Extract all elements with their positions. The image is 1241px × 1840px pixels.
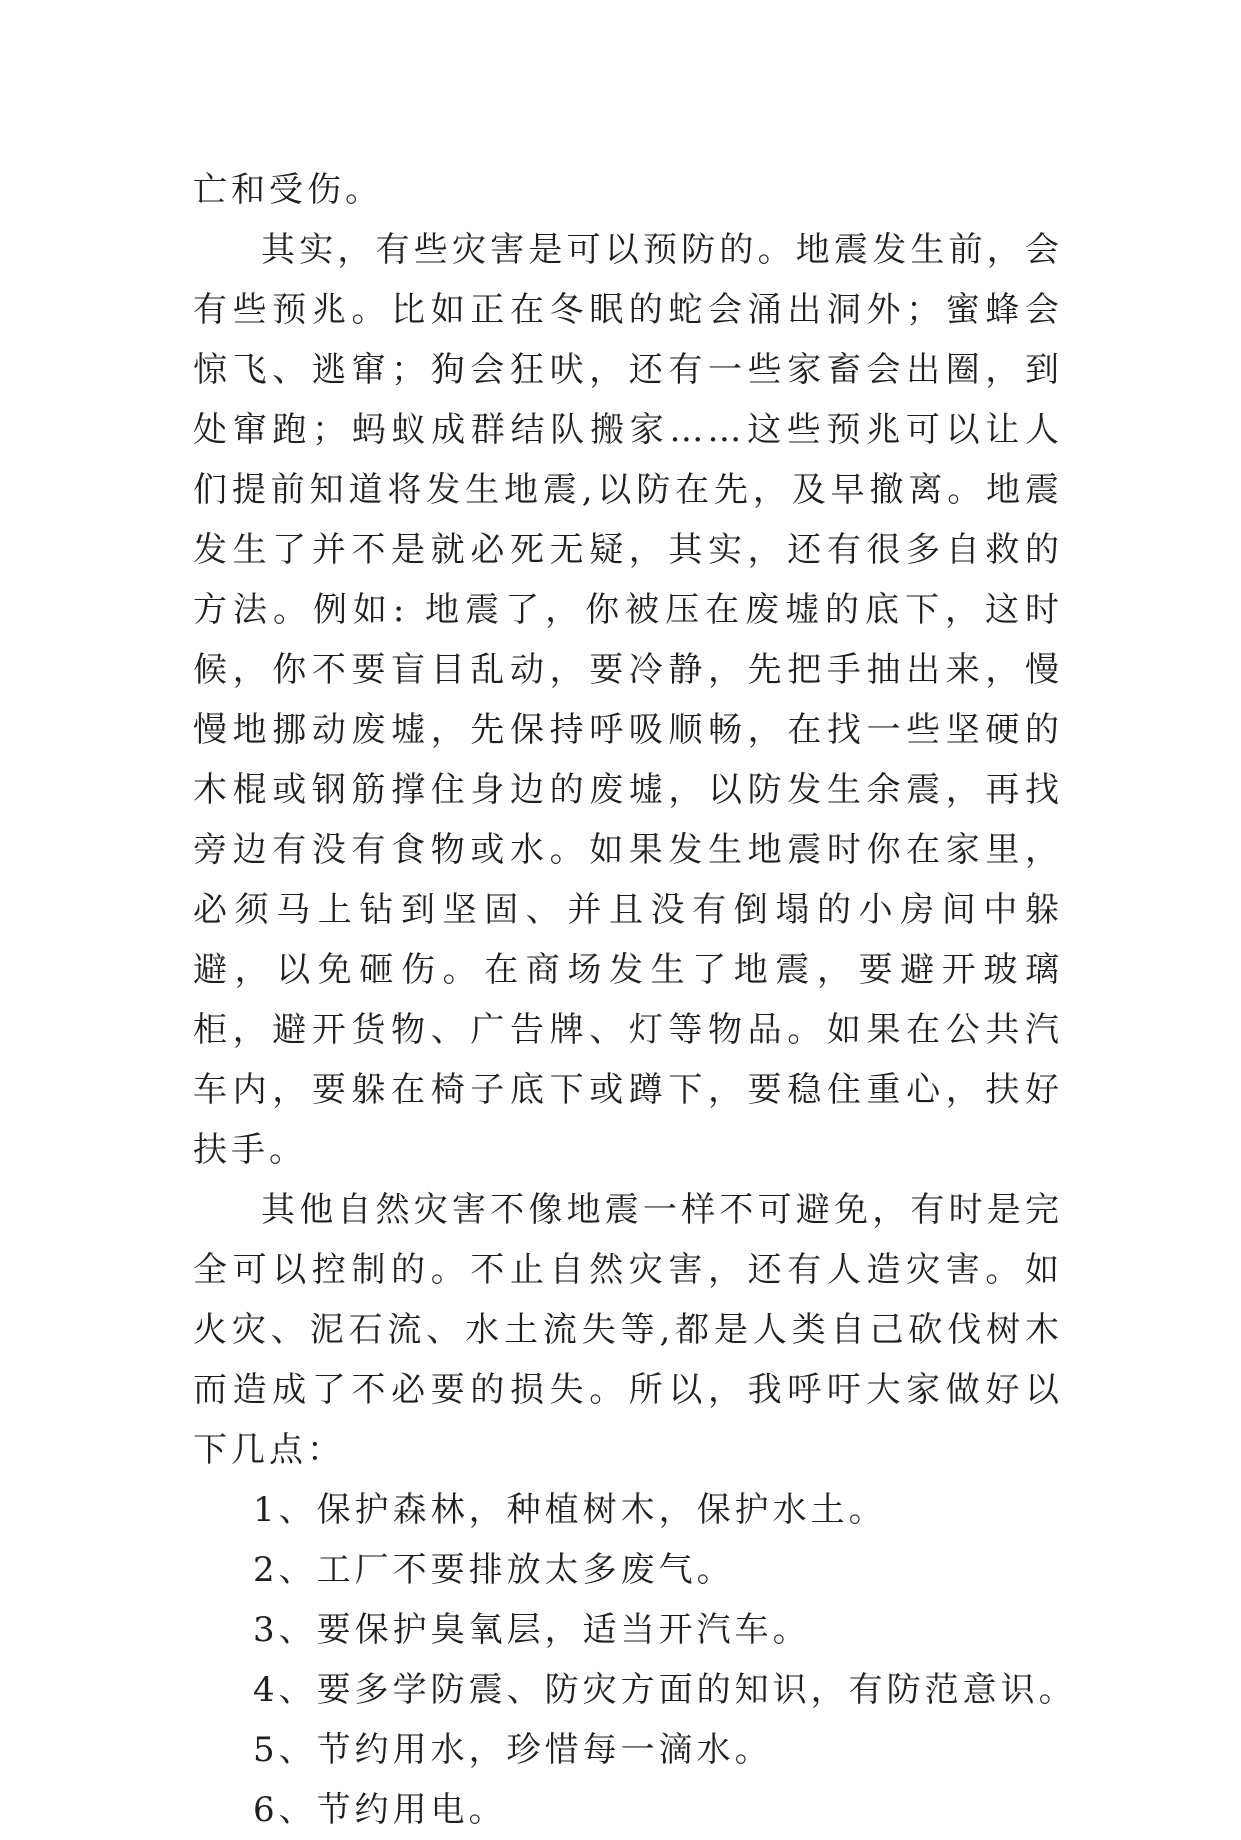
list-item: 4、要多学防震、防灾方面的知识，有防范意识。 bbox=[253, 1670, 1077, 1710]
list-item: 5、节约用水，珍惜每一滴水。 bbox=[253, 1730, 773, 1770]
paragraph-earthquake-prevention: 其实，有些灾害是可以预防的。地震发生前，会有些预兆。比如正在冬眠的蛇会涌出洞外；蜜蜂会惊飞、逃窜；狗会狂吠，还有一些家畜会出圈，到处窜跑；蚂蚁成群结队搬家……这些预兆可以让人们提前知道将发生地震,以防在先，及早撤离。地震发生了并不是就必死无疑，其实，还有很多自救的方法。例如: 地震了，你被压在废墟的底下，这时候，你不要盲目乱动，要冷静，先把手抽出来，慢慢地挪动废墟，先保持呼吸顺畅，在找一些坚硬的木棍或钢筋撑住身边的废墟，以防发生余震，再找旁边有没有食物或水。如果发生地震时你在家里，必须马上钻到坚固、并且没有倒塌的小房间中躲避，以免砸伤。在商场发生了地震，要避开玻璃柜，避开货物、广告牌、灯等物品。如果在公共汽车内，要躲在椅子底下或蹲下，要稳住重心，扶好扶手。 bbox=[193, 230, 1063, 1170]
list-item: 1、保护森林，种植树木，保护水土。 bbox=[253, 1490, 887, 1530]
paragraph-other-disasters: 其他自然灾害不像地震一样不可避免，有时是完全可以控制的。不止自然灾害，还有人造灾害。如火灾、泥石流、水土流失等,都是人类自己砍伐树木而造成了不必要的损失。所以，我呼吁大家做好以下几点： bbox=[193, 1190, 1063, 1470]
document-body bbox=[193, 160, 1077, 1840]
list-item: 2、工厂不要排放太多废气。 bbox=[253, 1550, 735, 1590]
paragraph-continuation: 亡和受伤。 bbox=[193, 170, 383, 210]
list-item: 3、要保护臭氧层，适当开汽车。 bbox=[253, 1610, 811, 1650]
list-item: 6、节约用电。 bbox=[253, 1790, 507, 1830]
